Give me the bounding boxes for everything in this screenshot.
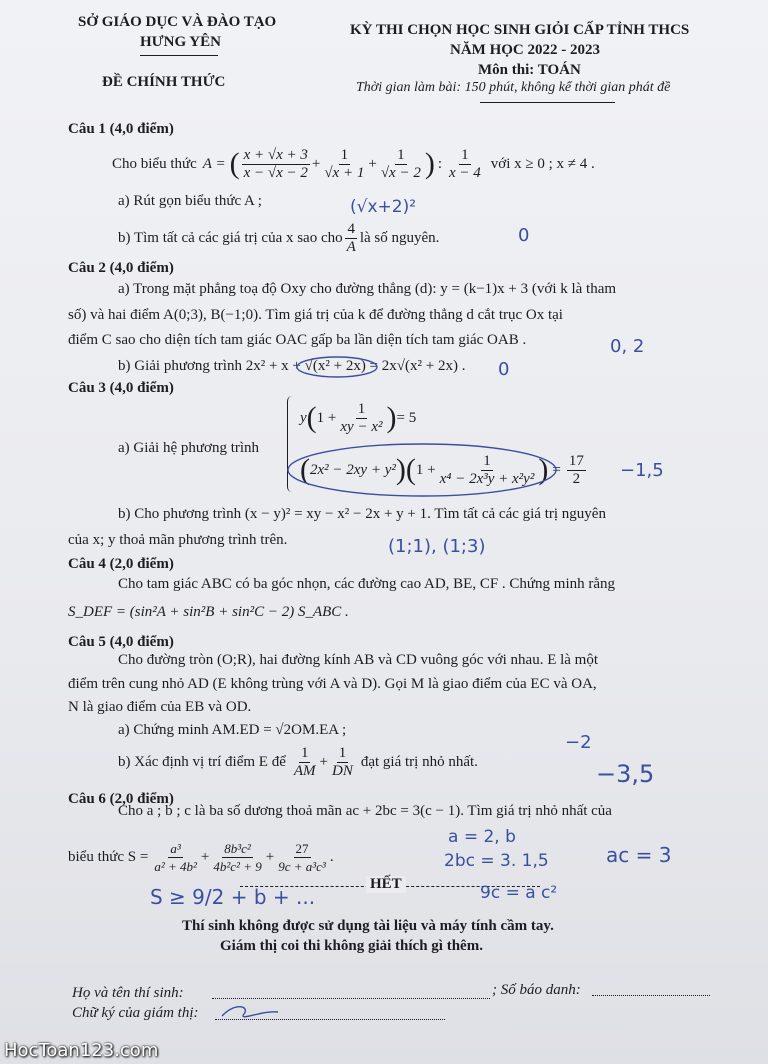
q4-line1: Cho tam giác ABC có ba góc nhọn, các đường cao AD, BE, CF . Chứng minh rằng <box>118 576 616 592</box>
q6-expression: biểu thức S = $\frac{\text{a³}}{\text{a² + 4b²}}$ + $\frac{\text{8b³c²}}{\text{4b²c² + 9}}$ + $\frac{27}{\text{9c + a³c³}}$ . <box>68 840 334 874</box>
exam-title: KỲ THI CHỌN HỌC SINH GIỎI CẤP TỈNH THCS <box>350 22 690 38</box>
q3-b-line1: b) Cho phương trình (x − y)² = xy − x² − 2x + y + 1. Tìm tất cả các giá trị nguyên <box>118 506 606 522</box>
q6-line1: Cho a ; b ; c là ba số dương thoả mãn ac + 2bc = 3(c − 1). Tìm giá trị nhỏ nhất của <box>118 803 612 819</box>
q1-frac-4-over-A: $\frac{4}{A}$ <box>346 220 356 255</box>
footer-note2: Giám thị coi thi không giải thích gì thêm. <box>220 938 483 954</box>
q1-frac3: $\frac{1}{√x - 2}$ <box>380 146 421 181</box>
hw-signature <box>222 1007 278 1017</box>
candidate-id-label: ; Số báo danh: <box>492 982 581 998</box>
hw-q2a: 0, 2 <box>610 336 645 357</box>
q2-a-line3: điểm C sao cho diện tích tam giác OAC gấp ba lần diện tích tam giác OAB . <box>68 332 527 348</box>
q4-line2: S_DEF = (sin²A + sin²B + sin²C − 2) S_ABC . <box>68 604 349 620</box>
q3-b-line2: của x; y thoả mãn phương trình trên. <box>68 532 288 548</box>
q5-title: Câu 5 (4,0 điểm) <box>68 634 174 650</box>
hw-q2b: 0 <box>498 359 510 380</box>
subject: Môn thi: TOÁN <box>478 62 581 78</box>
q1-intro: Cho biểu thức <box>112 155 197 172</box>
hw-q6-3: ac = 3 <box>606 843 672 867</box>
proctor-sign-label: Chữ ký của giám thị: <box>72 1005 199 1021</box>
hw-q3a: −1,5 <box>620 460 664 481</box>
q1-part-a: a) Rút gọn biểu thức A ; <box>118 193 262 209</box>
time-allowed: Thời gian làm bài: 150 phút, không kể thời gian phát đề <box>356 80 671 95</box>
q1-part-b: b) Tìm tất cả các giá trị của x sao cho $\frac{4}{A}$ là số nguyên. <box>118 220 440 255</box>
hw-q6-2: 2bc = 3. 1,5 <box>444 851 549 871</box>
q2-title: Câu 2 (4,0 điểm) <box>68 260 174 276</box>
hw-q1b: 0 <box>518 225 530 246</box>
hw-q3b: (1;1), (1;3) <box>388 536 486 557</box>
q1-title: Câu 1 (4,0 điểm) <box>68 121 174 137</box>
hw-q6-1: a = 2, b <box>448 827 516 847</box>
province-name: HƯNG YÊN <box>140 34 221 50</box>
candidate-name-label: Họ và tên thí sinh: <box>72 985 184 1001</box>
q1-frac1: $\frac{x + √x + 3}{x - √x - 2}$ <box>243 146 308 181</box>
q5-b: b) Xác định vị trí điểm E để $\frac{1}{AM}$ + $\frac{1}{DN}$ đạt giá trị nhỏ nhất. <box>118 744 478 779</box>
hw-q1a: (√x+2)² <box>350 197 417 217</box>
hw-q5a: −2 <box>565 732 592 753</box>
q3-eq1: y ( 1 + $\frac{1}{\text{xy − x²}}$ ) = 5 <box>300 400 417 435</box>
q5-line3: N là giao điểm của EB và OD. <box>68 699 252 715</box>
dept-name: SỞ GIÁO DỤC VÀ ĐÀO TẠO <box>78 14 277 30</box>
q4-title: Câu 4 (2,0 điểm) <box>68 556 174 572</box>
q1-frac2: $\frac{1}{√x + 1}$ <box>324 146 365 181</box>
official-label: ĐỀ CHÍNH THỨC <box>102 74 226 90</box>
hw-q5b: −3,5 <box>596 760 655 788</box>
q2-a-line1: a) Trong mặt phẳng toạ độ Oxy cho đường thẳng (d): y = (k−1)x + 3 (với k là tham <box>118 281 617 297</box>
q1-expression: Cho biểu thức A = ( $\frac{x + √x + 3}{x - √x - 2}$ + $\frac{1}{√x + 1}$ + $\frac{1}{√x - 2}$ ) : $\frac{1}{x - 4}$ với x ≥ 0 ; x ≠ 4 . <box>112 146 595 181</box>
end-mark: HẾT <box>366 876 406 893</box>
q6-title: Câu 6 (2,0 điểm) <box>68 791 174 807</box>
q3-eq2: ( 2x² − 2xy + y² ) ( 1 + $\frac{1}{\text{x⁴ − 2x³y + x²y²}}$ ) = $\frac{17}{2}$ <box>300 452 584 487</box>
hw-q6-4: 9c = a c² <box>480 883 558 903</box>
q5-line2: điểm trên cung nhỏ AD (E không trùng với A và D). Gọi M là giao điểm của EC và OA, <box>68 676 597 692</box>
school-year: NĂM HỌC 2022 - 2023 <box>450 42 600 58</box>
q5-line1: Cho đường tròn (O;R), hai đường kính AB và CD vuông góc với nhau. E là một <box>118 652 599 668</box>
q2-a-line2: số) và hai điểm A(0;3), B(−1;0). Tìm giá trị của k để đường thẳng d cắt trục Ox tại <box>68 307 563 323</box>
q2-b: b) Giải phương trình 2x² + x + √(x² + 2x) = 2x√(x² + 2x) . <box>118 358 466 374</box>
footer-note1: Thí sinh không được sử dụng tài liệu và máy tính cầm tay. <box>182 918 554 934</box>
q5-a: a) Chứng minh AM.ED = √2OM.EA ; <box>118 722 347 738</box>
q1-condition: với x ≥ 0 ; x ≠ 4 . <box>490 155 595 172</box>
q1-frac4: $\frac{1}{x - 4}$ <box>449 146 481 181</box>
hw-circle-q2b <box>297 357 377 377</box>
q3-title: Câu 3 (4,0 điểm) <box>68 380 174 396</box>
hw-circle-q3a <box>288 444 556 496</box>
hw-q6-5: S ≥ 9/2 + b + ... <box>150 885 316 909</box>
watermark: HocToan123.com <box>4 1040 159 1061</box>
q3-a: a) Giải hệ phương trình <box>118 440 260 456</box>
